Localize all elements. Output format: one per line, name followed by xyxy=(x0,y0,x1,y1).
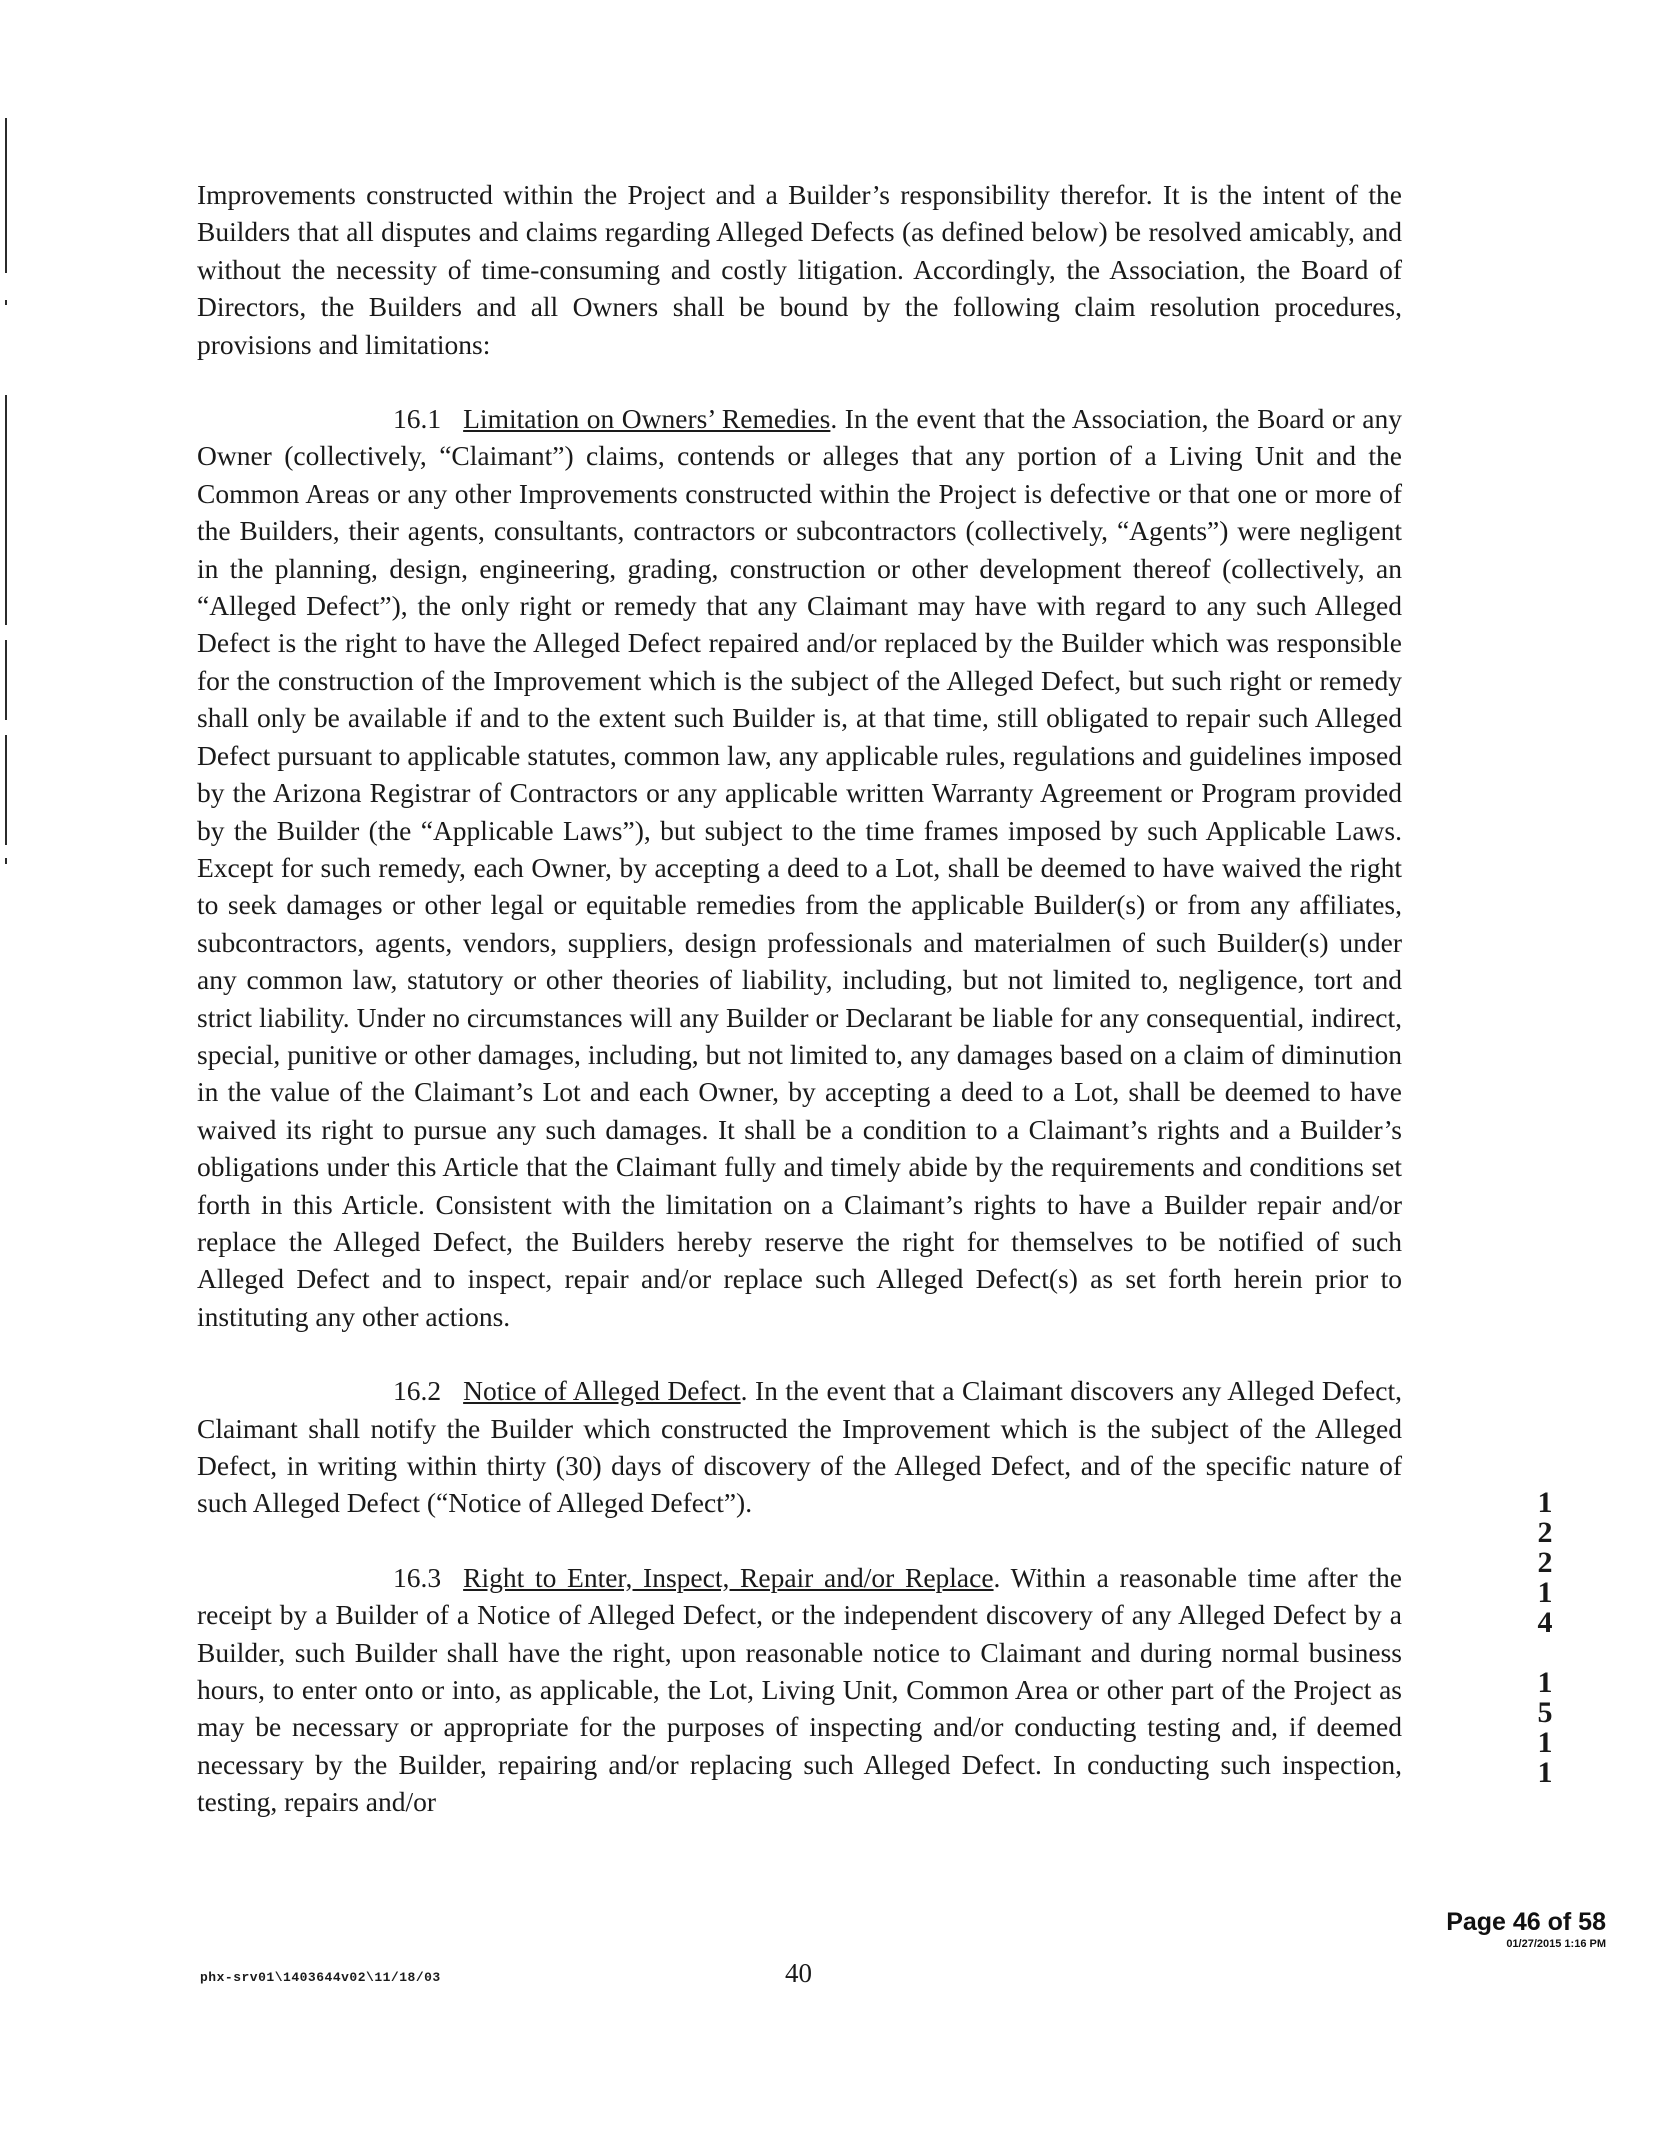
section-title: Notice of Alleged Defect xyxy=(463,1375,741,1407)
page-number: 40 xyxy=(785,1958,812,1988)
section-number: 16.2 xyxy=(393,1375,442,1407)
recording-digit: 5 xyxy=(1537,1696,1553,1729)
document-body xyxy=(197,176,1402,1858)
section-title: Limitation on Owners’ Remedies xyxy=(463,403,831,435)
section-16-2 xyxy=(197,1372,1402,1522)
scan-margin-line xyxy=(5,640,7,720)
recording-digit: 1 xyxy=(1537,1726,1553,1759)
stamp-timestamp: 01/27/2015 1:16 PM xyxy=(1506,1938,1606,1950)
recording-digit: 2 xyxy=(1537,1516,1553,1549)
section-text: . Within a reasonable time after the receipt by a Builder of a Notice of Alleged Defect, or the independent discovery of any Alleged Defect by a Builder, such Builder shall have the right, upon reasonable notice to Claimant and during normal business hours, to enter onto or into, as applicable, the Lot, Living Unit, Common Area or other part of the Project as may be necessary or appropriate for the purposes of inspecting and/or conducting testing and, if deemed necessary by the Builder, repairing and/or replacing such Alleged Defect. In conducting such inspection, testing, repairs and/or xyxy=(197,1561,1402,1818)
document-id: phx-srv01\1403644v02\11/18/03 xyxy=(200,1970,441,1985)
scan-margin-line xyxy=(5,300,7,305)
recording-digit: 1 xyxy=(1537,1666,1553,1699)
section-text: . In the event that a Claimant discovers any Alleged Defect, Claimant shall notify the Builder which constructed the Improvement which is the subject of the Alleged Defect, in writing within thirty (30) days of discovery of the Alleged Defect, and of the specific nature of such Alleged Defect (“Notice of Alleged Defect”). xyxy=(197,1375,1402,1519)
recording-digit: 2 xyxy=(1537,1546,1553,1579)
section-16-3 xyxy=(197,1559,1402,1821)
section-text: . In the event that the Association, the Board or any Owner (collectively, “Claimant”) claims, contends or alleges that any portion of a Living Unit and the Common Areas or any other Improvements constructed within the Project is defective or that one or more of the Builders, their agents, consultants, contractors or subcontractors (collectively, “Agents”) were negligent in the planning, design, engineering, grading, construction or other development thereof (collectively, an “Alleged Defect”), the only right or remedy that any Claimant may have with regard to any such Alleged Defect is the right to have the Alleged Defect repaired and/or replaced by the Builder which was responsible for the construction of the Improvement which is the subject of the Alleged Defect, but such right or remedy shall only be available if and to the extent such Builder is, at that time, still obligated to repair such Alleged Defect pursuant to applicable statutes, common law, any applicable rules, regulations and guidelines imposed by the Arizona Registrar of Contractors or any applicable written Warranty Agreement or Program provided by the Builder (the “Applicable Laws”), but subject to the time frames imposed by such Applicable Laws. Except for such remedy, each Owner, by accepting a deed to a Lot, shall be deemed to have waived the right to seek damages or other legal or equitable remedies from the applicable Builder(s) or from any affiliates, subcontractors, agents, vendors, suppliers, design professionals and materialmen of such Builder(s) under any common law, statutory or other theories of liability, including, but not limited to, negligence, tort and strict liability. Under no circumstances will any Builder or Declarant be liable for any consequential, indirect, special, punitive or other damages, including, but not limited to, any damages based on a claim of diminution in the value of the Claimant’s Lot and each Owner, by accepting a deed to a Lot, shall be deemed to have waived its right to pursue any such damages. It shall be a condition to a Claimant’s rights and a Builder’s obligations under this Article that the Claimant fully and timely abide by the requirements and conditions set forth in this Article. Consistent with the limitation on a Claimant’s rights to have a Builder repair and/or replace the Alleged Defect, the Builders hereby reserve the right for themselves to be notified of such Alleged Defect and to inspect, repair and/or replace such Alleged Defect(s) as set forth herein prior to instituting any other actions. xyxy=(197,403,1402,1332)
recording-digit: 1 xyxy=(1537,1756,1553,1789)
scan-margin-line xyxy=(5,395,7,625)
section-number: 16.1 xyxy=(393,403,442,435)
recording-digit: 4 xyxy=(1537,1606,1553,1639)
section-title: Right to Enter, Inspect, Repair and/or Replace xyxy=(463,1561,994,1593)
section-16-1 xyxy=(197,400,1402,1335)
scan-margin-line xyxy=(5,858,7,864)
intro-paragraph: Improvements constructed within the Project and a Builder’s responsibility therefor. It is the intent of the Builders that all disputes and claims regarding Alleged Defects (as defined below) be resolved amicably, and without the necessity of time-consuming and costly litigation. Accordingly, the Association, the Board of Directors, the Builders and all Owners shall be bound by the following claim resolution procedures, provisions and limitations: xyxy=(197,179,1402,360)
scan-margin-line xyxy=(5,118,7,273)
scan-margin-line xyxy=(5,735,7,845)
recording-digit: 1 xyxy=(1537,1486,1553,1519)
recording-number xyxy=(1530,1488,1560,1788)
stamp-page-count: Page 46 of 58 xyxy=(1446,1908,1606,1936)
page-stamp xyxy=(1446,1907,1606,1951)
recording-digit: 1 xyxy=(1537,1576,1553,1609)
section-number: 16.3 xyxy=(393,1561,442,1593)
